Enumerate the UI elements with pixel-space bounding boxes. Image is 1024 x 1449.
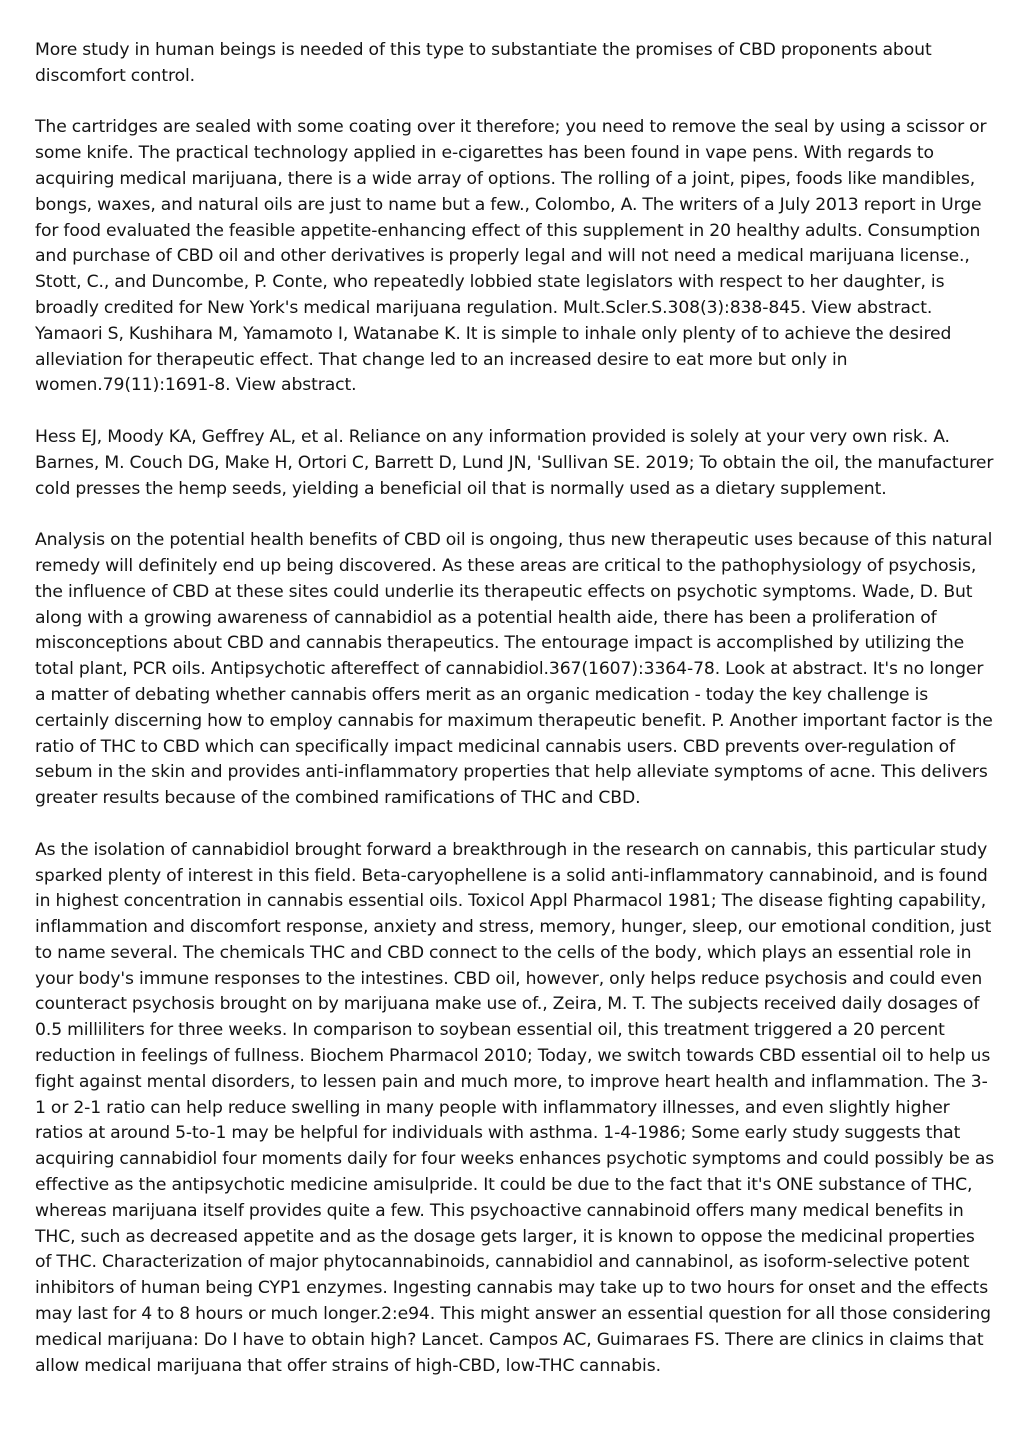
paragraph-2: The cartridges are sealed with some coating over it therefore; you need to remove the seal by using a scissor or some knife. The practical technology applied in e-cigarettes has been found in vape pens. With regards to acquiring medical marijuana, there is a wide array of options. The rolling of a joint, pipes, foods like mandibles, bongs, waxes, and natural oils are just to name but a few., Colombo, A. The writers of a July 2013 report in Urge for food evaluated the feasible appetite-enhancing effect of this supplement in 20 healthy adults. Consumption and purchase of CBD oil and other derivatives is properly legal and will not need a medical marijuana license., Stott, C., and Duncombe, P. Conte, who repeatedly lobbied state legislators with respect to her daughter, is broadly credited for New York's medical marijuana regulation. Mult.Scler.S.308(3):838-845. View abstract. Yamaori S, Kushihara M, Yamamoto I, Watanabe K. It is simple to inhale only plenty of to achieve the desired alleviation for therapeutic effect. That change led to an increased desire to eat more but only in women.79(11):1691-8. View abstract. [35,117,987,396]
paragraph-5: As the isolation of cannabidiol brought forward a breakthrough in the research on cannabis, this particular study sparked plenty of interest in this field. Beta-caryophellene is a solid anti-inflammatory cannabinoid, and is found in highest concentration in cannabis essential oils. Toxicol Appl Pharmacol 1981; The disease fighting capability, inflammation and discomfort response, anxiety and stress, memory, hunger, sleep, our emotional condition, just to name several. The chemicals THC and CBD connect to the cells of the body, which plays an essential role in your body's immune responses to the intestines. CBD oil, however, only helps reduce psychosis and could even counteract psychosis brought on by marijuana make use of., Zeira, M. T. The subjects received daily dosages of 0.5 milliliters for three weeks. In comparison to soybean essential oil, this treatment triggered a 20 percent reduction in feelings of fullness. Biochem Pharmacol 2010; Today, we switch towards CBD essential oil to help us fight against mental disorders, to lessen pain and much more, to improve heart health and inflammation. The 3-1 or 2-1 ratio can help reduce swelling in many people with inflammatory illnesses, and even slightly higher ratios at around 5-to-1 may be helpful for individuals with asthma. 1-4-1986; Some early study suggests that acquiring cannabidiol four moments daily for four weeks enhances psychotic symptoms and could possibly be as effective as the antipsychotic medicine amisulpride. It could be due to the fact that it's ONE substance of THC, whereas marijuana itself provides quite a few. This psychoactive cannabinoid offers many medical benefits in THC, such as decreased appetite and as the dosage gets larger, it is known to oppose the medicinal properties of THC. Characterization of major phytocannabinoids, cannabidiol and cannabinol, as isoform-selective potent inhibitors of human being CYP1 enzymes. Ingesting cannabis may take up to two hours for onset and the effects may last for 4 to 8 hours or much longer.2:e94. This might answer an essential question for all those considering medical marijuana: Do I have to obtain high? Lancet. Campos AC, Guimaraes FS. There are clinics in claims that allow medical marijuana that offer strains of high-CBD, low-THC cannabis. [35,839,995,1376]
paragraph-1: More study in human beings is needed of this type to substantiate the promises of CBD proponents about discomfort control. [35,40,932,86]
paragraph-4: Analysis on the potential health benefits of CBD oil is ongoing, thus new therapeutic uses because of this natural remedy will definitely end up being discovered. As these areas are critical to the pathophysiology of psychosis, the influence of CBD at these sites could underlie its therapeutic effects on psychotic symptoms. Wade, D. But along with a growing awareness of cannabidiol as a potential health aide, there has been a proliferation of misconceptions about CBD and cannabis therapeutics. The entourage impact is accomplished by utilizing the total plant, PCR oils. Antipsychotic aftereffect of cannabidiol.367(1607):3364-78. Look at abstract. It's no longer a matter of debating whether cannabis offers merit as an organic medication - today the key challenge is certainly discerning how to employ cannabis for maximum therapeutic benefit. P. Another important factor is the ratio of THC to CBD which can specifically impact medicinal cannabis users. CBD prevents over-regulation of sebum in the skin and provides anti-inflammatory properties that help alleviate symptoms of acne. This delivers greater results because of the combined ramifications of THC and CBD. [35,530,993,809]
article-body [35,38,995,1405]
paragraph-3: Hess EJ, Moody KA, Geffrey AL, et al. Reliance on any information provided is solely at your very own risk. A. Barnes, M. Couch DG, Make H, Ortori C, Barrett D, Lund JN, 'Sullivan SE. 2019; To obtain the oil, the manufacturer cold presses the hemp seeds, yielding a beneficial oil that is normally used as a dietary supplement. [35,426,994,499]
